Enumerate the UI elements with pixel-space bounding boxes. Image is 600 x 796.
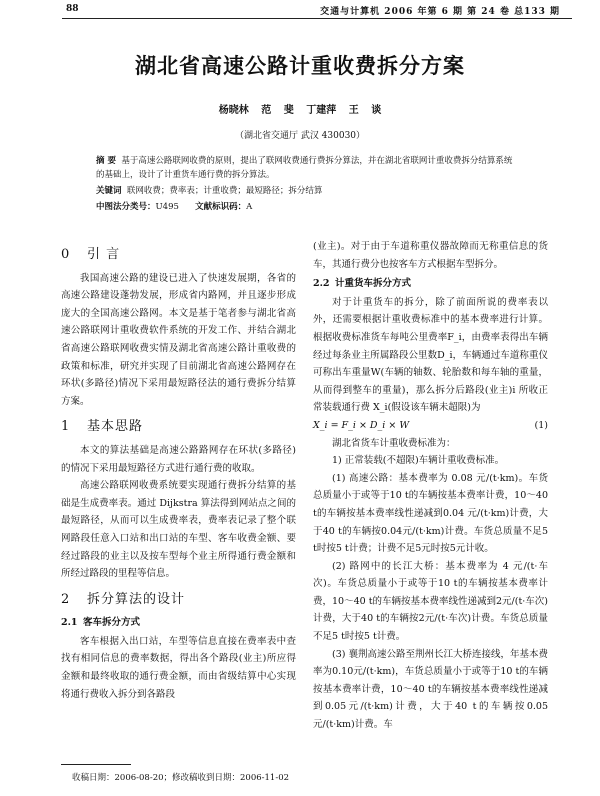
- abstract: [96, 154, 516, 182]
- abstract-text: 基于高速公路联网收费的原则，提出了联网收费通行费拆分算法，并在湖北省联网计重收费拆分结算系统的基础上，设计了计重货车通行费的拆分算法。: [96, 156, 513, 180]
- subsection-heading: 2.1 客车拆分方式: [61, 617, 141, 629]
- received-date: 收稿日期：2006-08-20；修改稿收到日期：2006-11-02: [72, 773, 290, 783]
- journal-info: 交通与计算机 2006 年第 6 期 第 24 卷 总133 期: [320, 7, 560, 17]
- affiliation: （湖北省交通厅 武汉 430030）: [234, 131, 366, 141]
- paragraph: 对于计重货车的拆分，除了前面所说的费率表以外，还需要根据计重收费标准中的基本费率进行计算。根据收费标准货车每吨公里费率F_i，由费率表得出车辆经过每条业主所属路段公里数D_i，车辆通过车道称重仪可称出车重量W(车辆的轴数、轮胎数和每车轴的重量，从而得到整车的重量)，那么拆分后路段(业主)i 所收正常装载通行费 X_i(假设该车辆未超限)为: [313, 296, 548, 414]
- header-divider: [62, 18, 572, 19]
- authors: 杨晓林 范 斐 丁建萍 王 谈: [218, 105, 382, 116]
- article-title: 湖北省高速公路计重收费拆分方案: [135, 53, 465, 78]
- clc-label: 中图法分类号：: [96, 202, 156, 212]
- paragraph: (1) 高速公路：基本费率为 0.08 元/(t·km)。车货总质量小于或等于10 t的车辆按基本费率计费，10～40 t的车辆按基本费率线性递减到0.04 元/(t·km)计费，大于40 t的车辆按0.04元/(t·km)计费。车货总质量不足5 t时按5 t计费；计费不足5元时按5元计收。: [313, 472, 548, 555]
- abstract-label: 摘 要: [96, 156, 116, 166]
- keywords-text: 联网收费；费率表；计重收费；最短路径；拆分结算: [126, 186, 323, 196]
- running-header: [0, 4, 600, 18]
- keywords-label: 关键词: [96, 186, 122, 196]
- equation-number: (1): [534, 419, 548, 431]
- paragraph: 我国高速公路的建设已进入了快速发展期，各省的高速公路建设蓬勃发展，形成省内路网，并且逐步形成庞大的全国高速公路网。本文是基于笔者参与湖北省高速公路联网计重收费软件系统的开发工作、并结合湖北省高速公路联网收费实情及湖北省高速公路计重收费的政策和标准，研究并实现了目前湖北省高速公路网存在环状(多路径)情况下采用最短路径法的通行费拆分结算方案。: [61, 272, 296, 407]
- paragraph-continued: (业主)。对于由于车道称重仪器故障而无称重信息的货车，其通行费分也按客车方式根据车型拆分。: [313, 241, 548, 270]
- footnote-divider: [61, 764, 131, 765]
- paragraph: 1) 正常装载(不超限)车辆计重收费标准。: [332, 455, 505, 467]
- subsection-heading: 2.2 计重货车拆分方式: [313, 278, 412, 290]
- paragraph: 客车根据入出口站，车型等信息直接在费率表中查找有相同信息的费率数据，得出各个路段(业主)所应得金额和最终收取的通行费金额，而由省级结算中心实现将通行费收入拆分到各路段: [61, 635, 296, 700]
- clc-value: U495: [155, 202, 179, 212]
- page-number: 88: [66, 4, 79, 14]
- section-heading: 0 引 言: [61, 247, 121, 262]
- equation-body: X_i = F_i × D_i × W: [313, 419, 410, 431]
- paragraph: (3) 襄荆高速公路至荆州长江大桥连接线，年基本费率为0.10元/(t·km)，车货总质量小于或等于10 t的车辆按基本费率计费，10～40 t的车辆按基本费率线性递减到0.05元/(t·km)计费，大于40 t的车辆按0.05元/(t·km)计费。车: [313, 648, 548, 731]
- paragraph: 本文的算法基础是高速公路路网存在环状(多路径)的情况下采用最短路径方式进行通行费的收取。: [61, 444, 296, 474]
- doc-code-label: 文献标识码：: [195, 202, 247, 212]
- right-column: [313, 238, 548, 734]
- keywords: [96, 184, 516, 198]
- paragraph: 湖北省货车计重收费标准为：: [332, 437, 456, 449]
- equation: [313, 417, 548, 435]
- paragraph: 高速公路联网收费系统要实现通行费拆分结算的基础是生成费率表。通过 Dijkstra 算法得到网站点之间的最短路径，从而可以生成费率表，费率表记录了整个联网路段任意入口站和出口站的车型、客车收费金额、要经过路段的业主以及按车型每个业主所得通行费金额和所经过路段的里程等信息。: [61, 480, 296, 580]
- section-heading: 2 拆分算法的设计: [61, 591, 186, 607]
- doc-code-value: A: [246, 202, 253, 212]
- section-heading: 1 基本思路: [61, 419, 144, 435]
- left-column: [61, 238, 296, 703]
- classification: [96, 200, 516, 214]
- paragraph: (2) 路网中的长江大桥：基本费率为 4 元/(t·车次)。车货总质量小于或等于10 t的车辆按基本费率计费，10～40 t的车辆按基本费率线性递减到2元/(t·车次)计费，大于40 t的车辆按2元/(t·车次)计费。车货总质量不足5 t时按5 t计费。: [313, 560, 549, 643]
